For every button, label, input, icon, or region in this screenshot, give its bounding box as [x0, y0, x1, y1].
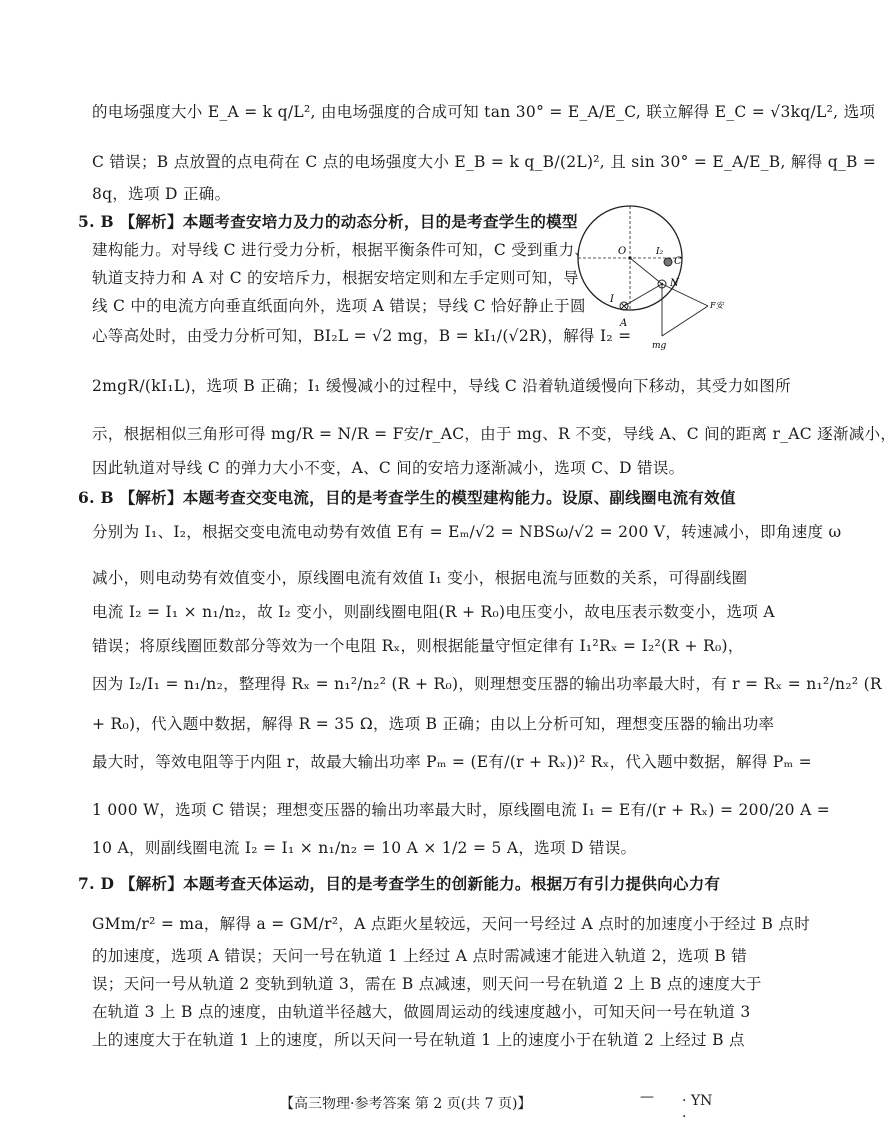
label-o: O [618, 246, 627, 257]
footer-title: 【高三物理·参考答案 第 2 页(共 7 页)】 [280, 1096, 532, 1112]
text-line-26: 在轨道 3 上 B 点的速度，由轨道半径越大，做圆周运动的线速度越小，可知天问一号在轨道 3 [92, 1003, 751, 1021]
force-diagram [572, 206, 740, 352]
text-line-2: C 错误；B 点放置的点电荷在 C 点的电场强度大小 E_B = k q_B/(2L)², 且 sin 30° = E_A/E_B, 解得 q_B = [92, 153, 877, 171]
text-line-9: 2mgR/(kI₁L)，选项 B 正确；I₁ 缓慢减小的过程中，导线 C 沿着轨道缓慢向下移动，其受力如图所 [92, 377, 791, 395]
text-line-11: 因此轨道对导线 C 的弹力大小不变，A、C 间的安培力逐渐减小，选项 C、D 错误。 [92, 459, 685, 477]
text-line-27: 上的速度大于在轨道 1 上的速度，所以天问一号在轨道 1 上的速度小于在轨道 2 上经过 B 点 [92, 1031, 745, 1049]
triangle-side [662, 306, 708, 336]
text-line-7: 线 C 中的电流方向垂直纸面向外，选项 A 错误；导线 C 恰好静止于圆 [92, 297, 586, 315]
text-line-17: 因为 I₂/I₁ = n₁/n₂，整理得 Rₓ = n₁²/n₂² (R + R₀)，则理想变压器的输出功率最大时，有 r = Rₓ = n₁²/n₂² (R [92, 675, 882, 693]
label-f: F安 [710, 301, 724, 310]
text-line-6: 轨道支持力和 A 对 C 的安培斥力，根据安培定则和左手定则可知，导 [92, 269, 579, 287]
wire-c-top [664, 258, 672, 266]
text-line-16: 错误；将原线圈匝数部分等效为一个电阻 Rₓ，则根据能量守恒定律有 I₁²Rₓ = I₂²(R + R₀)， [92, 637, 744, 655]
label-i2: I₂ [656, 247, 664, 257]
footer-code: · YN · [682, 1093, 713, 1125]
text-line-25: 误；天问一号从轨道 2 变轨到轨道 3，需在 B 点减速，则天问一号在轨道 2 上 B 点的速度大于 [92, 975, 762, 993]
text-line-13: 分别为 I₁、I₂，根据交变电流电动势有效值 E有 = Eₘ/√2 = NBSω/√2 = 200 V，转速减小，即角速度 ω [92, 523, 842, 541]
text-line-15: 电流 I₂ = I₁ × n₁/n₂，故 I₂ 变小，则副线圈电阻(R + R₀)电压变小，故电压表示数变小，选项 A [92, 603, 775, 621]
label-i1: I [610, 294, 614, 305]
text-line-24: 的加速度，选项 A 错误；天问一号在轨道 1 上经过 A 点时需减速才能进入轨道 2，选项 B 错 [92, 947, 748, 965]
text-line-8: 心等高处时，由受力分析可知，BI₂L = √2 mg，B = kI₁/(√2R)，解得 I₂ = [92, 327, 632, 345]
radius-line [630, 258, 662, 284]
text-line-3: 8q，选项 D 正确。 [92, 185, 231, 203]
text-line-14: 减小，则电动势有效值变小，原线圈电流有效值 I₁ 变小，根据电流与匝数的关系，可得副线圈 [92, 569, 748, 587]
text-line-10: 示，根据相似三角形可得 mg/R = N/R = F安/r_AC，由于 mg、R 不变，导线 A、C 间的距离 r_AC 逐渐减小， [92, 425, 896, 443]
text-line-23: GMm/r² = ma，解得 a = GM/r²，A 点距火星较远，天问一号经过 A 点时的加速度小于经过 B 点时 [92, 915, 810, 933]
force-arrow [662, 284, 708, 306]
q7-header: 7. D 【解析】本题考查天体运动，目的是考查学生的创新能力。根据万有引力提供向心力有 [78, 874, 721, 893]
q6-header: 6. B 【解析】本题考查交变电流，目的是考查学生的模型建构能力。设原、副线圈电流有效值 [78, 488, 736, 507]
text-line-1: 的电场强度大小 E_A = k q/L², 由电场强度的合成可知 tan 30° = E_A/E_C, 联立解得 E_C = √3kq/L², 选项 [92, 103, 876, 121]
label-c: C [674, 256, 682, 267]
q5-header: 5. B 【解析】本题考查安培力及力的动态分析，目的是考查学生的模型 [78, 212, 578, 231]
label-a: A [620, 318, 628, 329]
text-line-20: 1 000 W，选项 C 错误；理想变压器的输出功率最大时，原线圈电流 I₁ = E有/(r + Rₓ) = 200/20 A = [92, 801, 831, 819]
footer-dash: — [640, 1089, 654, 1105]
text-line-21: 10 A，则副线圈电流 I₂ = I₁ × n₁/n₂ = 10 A × 1/2 = 5 A，选项 D 错误。 [92, 839, 637, 857]
label-n: N [670, 278, 679, 289]
text-line-5: 建构能力。对导线 C 进行受力分析，根据平衡条件可知，C 受到重力、 [92, 241, 591, 259]
text-line-19: 最大时，等效电阻等于内阻 r，故最大输出功率 Pₘ = (E有/(r + Rₓ))² Rₓ，代入题中数据，解得 Pₘ = [92, 753, 812, 771]
label-mg: mg [652, 341, 667, 351]
text-line-18: + R₀)，代入题中数据，解得 R = 35 Ω，选项 B 正确；由以上分析可知，理想变压器的输出功率 [92, 715, 775, 733]
